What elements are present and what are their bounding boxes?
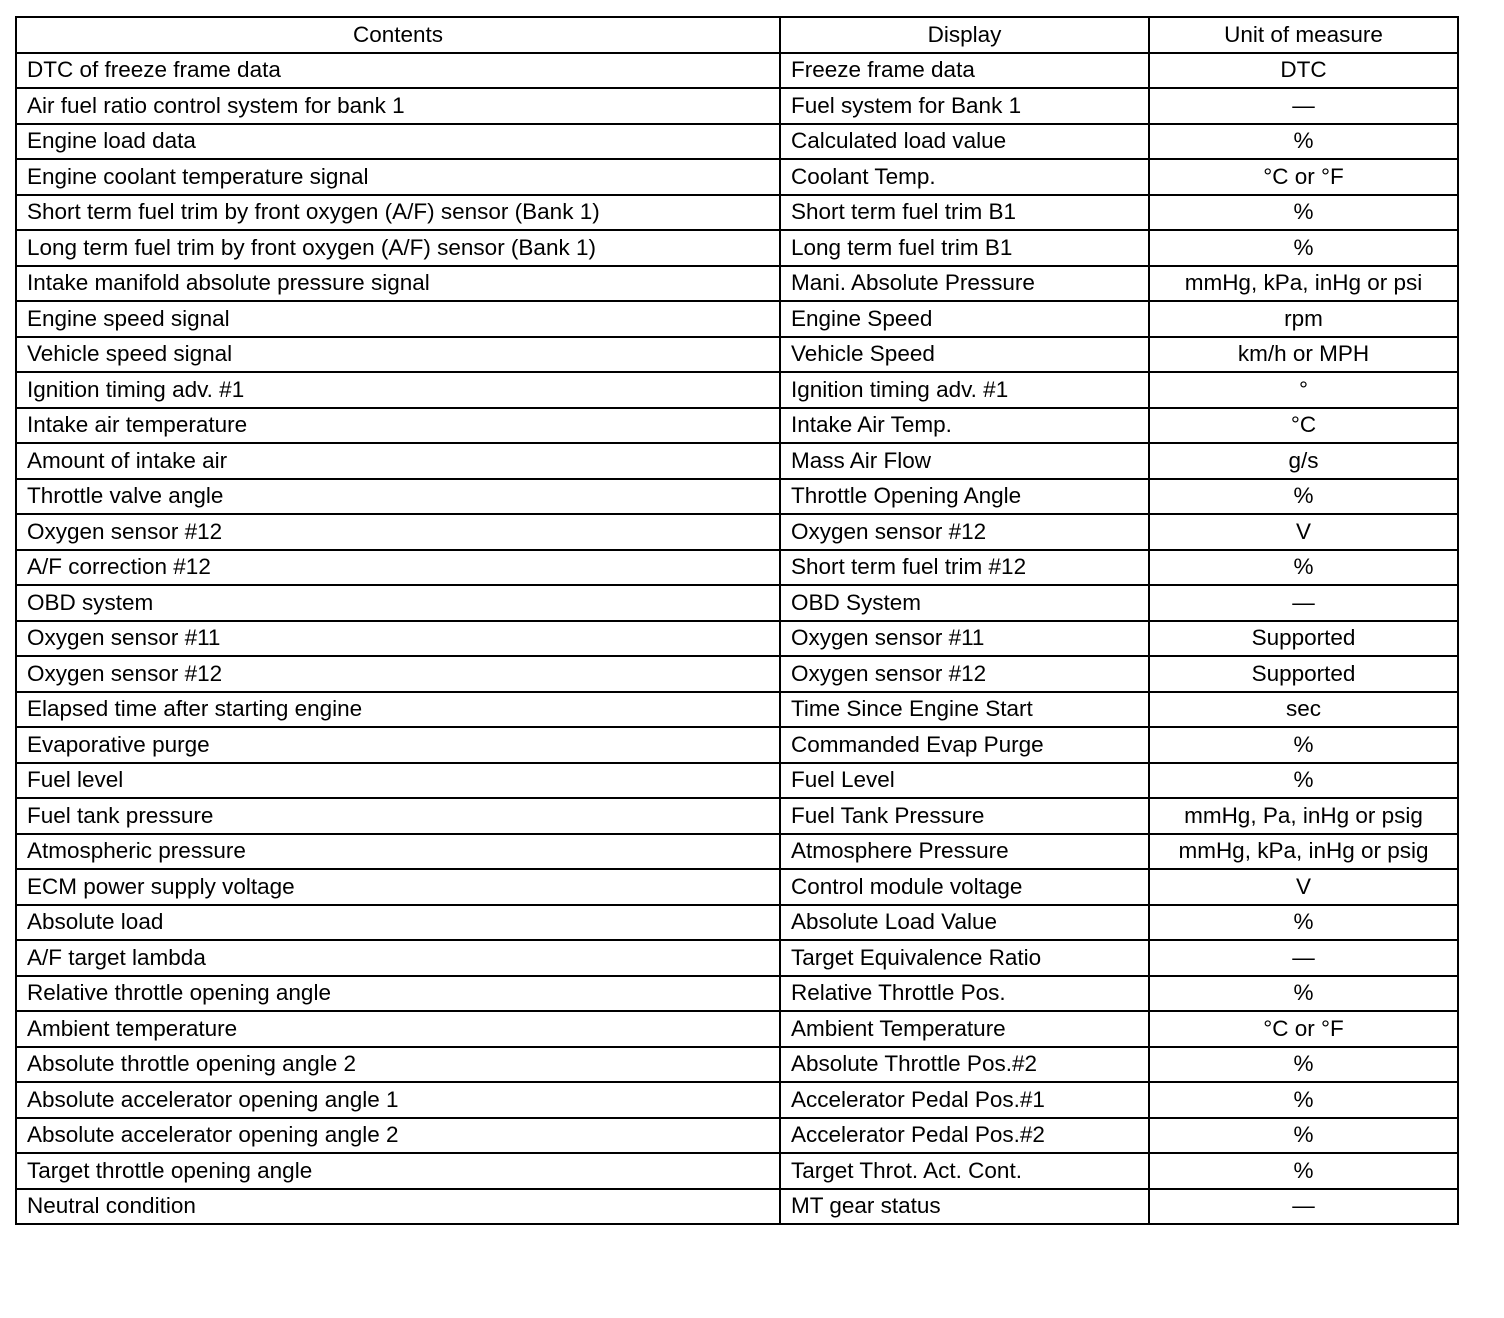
cell-display: Fuel system for Bank 1	[780, 88, 1149, 124]
cell-display: Oxygen sensor #12	[780, 514, 1149, 550]
table-row	[16, 372, 1458, 408]
table-row	[16, 798, 1458, 834]
header-unit-of-measure: Unit of measure	[1149, 17, 1458, 53]
table-row	[16, 159, 1458, 195]
table-row	[16, 230, 1458, 266]
cell-display: Commanded Evap Purge	[780, 727, 1149, 763]
cell-contents: Absolute throttle opening angle 2	[16, 1047, 780, 1083]
table-row	[16, 656, 1458, 692]
cell-display: Accelerator Pedal Pos.#2	[780, 1118, 1149, 1154]
cell-display: Accelerator Pedal Pos.#1	[780, 1082, 1149, 1118]
table-header-row	[16, 17, 1458, 53]
cell-unit: Supported	[1149, 656, 1458, 692]
cell-contents: Intake manifold absolute pressure signal	[16, 266, 780, 302]
table-row	[16, 869, 1458, 905]
cell-display: Relative Throttle Pos.	[780, 976, 1149, 1012]
cell-contents: Short term fuel trim by front oxygen (A/F) sensor (Bank 1)	[16, 195, 780, 231]
cell-display: Ignition timing adv. #1	[780, 372, 1149, 408]
cell-display: Freeze frame data	[780, 53, 1149, 89]
cell-contents: Oxygen sensor #12	[16, 514, 780, 550]
cell-display: Target Throt. Act. Cont.	[780, 1153, 1149, 1189]
cell-unit: —	[1149, 88, 1458, 124]
cell-unit: DTC	[1149, 53, 1458, 89]
cell-display: Mani. Absolute Pressure	[780, 266, 1149, 302]
cell-display: Short term fuel trim #12	[780, 550, 1149, 586]
cell-display: Control module voltage	[780, 869, 1149, 905]
cell-contents: Atmospheric pressure	[16, 834, 780, 870]
cell-unit: g/s	[1149, 443, 1458, 479]
cell-unit: °C	[1149, 408, 1458, 444]
table-row	[16, 1082, 1458, 1118]
table-body	[16, 53, 1458, 1225]
cell-contents: Absolute load	[16, 905, 780, 941]
cell-unit: mmHg, Pa, inHg or psig	[1149, 798, 1458, 834]
table-row	[16, 550, 1458, 586]
table-row	[16, 88, 1458, 124]
cell-contents: Long term fuel trim by front oxygen (A/F) sensor (Bank 1)	[16, 230, 780, 266]
table-row	[16, 940, 1458, 976]
table-row	[16, 976, 1458, 1012]
cell-contents: Fuel tank pressure	[16, 798, 780, 834]
table-row	[16, 692, 1458, 728]
cell-display: Calculated load value	[780, 124, 1149, 160]
cell-contents: Oxygen sensor #12	[16, 656, 780, 692]
cell-contents: DTC of freeze frame data	[16, 53, 780, 89]
cell-unit: °C or °F	[1149, 159, 1458, 195]
cell-contents: Vehicle speed signal	[16, 337, 780, 373]
table-row	[16, 1047, 1458, 1083]
cell-contents: Elapsed time after starting engine	[16, 692, 780, 728]
cell-display: Oxygen sensor #11	[780, 621, 1149, 657]
cell-contents: OBD system	[16, 585, 780, 621]
cell-unit: rpm	[1149, 301, 1458, 337]
table-row	[16, 514, 1458, 550]
cell-unit: km/h or MPH	[1149, 337, 1458, 373]
table-row	[16, 834, 1458, 870]
table-row	[16, 195, 1458, 231]
header-display: Display	[780, 17, 1149, 53]
cell-display: Fuel Tank Pressure	[780, 798, 1149, 834]
cell-unit: V	[1149, 514, 1458, 550]
table-row	[16, 443, 1458, 479]
cell-unit: %	[1149, 1118, 1458, 1154]
cell-unit: %	[1149, 230, 1458, 266]
cell-contents: Relative throttle opening angle	[16, 976, 780, 1012]
cell-unit: %	[1149, 124, 1458, 160]
cell-contents: Engine coolant temperature signal	[16, 159, 780, 195]
cell-unit: %	[1149, 727, 1458, 763]
cell-unit: %	[1149, 1153, 1458, 1189]
table-row	[16, 1118, 1458, 1154]
cell-contents: Target throttle opening angle	[16, 1153, 780, 1189]
cell-unit: %	[1149, 479, 1458, 515]
cell-contents: Engine load data	[16, 124, 780, 160]
cell-unit: %	[1149, 550, 1458, 586]
cell-display: Oxygen sensor #12	[780, 656, 1149, 692]
cell-display: Fuel Level	[780, 763, 1149, 799]
cell-contents: Throttle valve angle	[16, 479, 780, 515]
cell-contents: Absolute accelerator opening angle 1	[16, 1082, 780, 1118]
freeze-frame-table	[15, 16, 1459, 1225]
cell-display: Absolute Load Value	[780, 905, 1149, 941]
table-row	[16, 727, 1458, 763]
cell-contents: Evaporative purge	[16, 727, 780, 763]
cell-contents: Absolute accelerator opening angle 2	[16, 1118, 780, 1154]
cell-contents: Ambient temperature	[16, 1011, 780, 1047]
cell-display: Throttle Opening Angle	[780, 479, 1149, 515]
cell-contents: Fuel level	[16, 763, 780, 799]
cell-display: Absolute Throttle Pos.#2	[780, 1047, 1149, 1083]
cell-unit: %	[1149, 1047, 1458, 1083]
cell-display: Engine Speed	[780, 301, 1149, 337]
cell-display: Atmosphere Pressure	[780, 834, 1149, 870]
cell-unit: V	[1149, 869, 1458, 905]
table-row	[16, 301, 1458, 337]
cell-display: Vehicle Speed	[780, 337, 1149, 373]
cell-unit: %	[1149, 195, 1458, 231]
table-row	[16, 585, 1458, 621]
cell-display: OBD System	[780, 585, 1149, 621]
table-row	[16, 763, 1458, 799]
cell-display: Short term fuel trim B1	[780, 195, 1149, 231]
cell-unit: %	[1149, 763, 1458, 799]
cell-unit: —	[1149, 940, 1458, 976]
table-row	[16, 1011, 1458, 1047]
cell-contents: Engine speed signal	[16, 301, 780, 337]
cell-unit: mmHg, kPa, inHg or psi	[1149, 266, 1458, 302]
table-row	[16, 124, 1458, 160]
cell-display: Target Equivalence Ratio	[780, 940, 1149, 976]
table-row	[16, 1189, 1458, 1225]
table-row	[16, 53, 1458, 89]
cell-contents: ECM power supply voltage	[16, 869, 780, 905]
cell-contents: Intake air temperature	[16, 408, 780, 444]
cell-display: Coolant Temp.	[780, 159, 1149, 195]
table-row	[16, 479, 1458, 515]
cell-unit: sec	[1149, 692, 1458, 728]
cell-display: Mass Air Flow	[780, 443, 1149, 479]
cell-contents: Amount of intake air	[16, 443, 780, 479]
cell-unit: —	[1149, 585, 1458, 621]
cell-unit: mmHg, kPa, inHg or psig	[1149, 834, 1458, 870]
table-row	[16, 905, 1458, 941]
cell-unit: Supported	[1149, 621, 1458, 657]
cell-contents: A/F correction #12	[16, 550, 780, 586]
cell-display: MT gear status	[780, 1189, 1149, 1225]
cell-contents: Air fuel ratio control system for bank 1	[16, 88, 780, 124]
cell-display: Ambient Temperature	[780, 1011, 1149, 1047]
table-row	[16, 337, 1458, 373]
cell-display: Time Since Engine Start	[780, 692, 1149, 728]
cell-unit: %	[1149, 976, 1458, 1012]
cell-unit: °C or °F	[1149, 1011, 1458, 1047]
cell-contents: A/F target lambda	[16, 940, 780, 976]
table-row	[16, 1153, 1458, 1189]
cell-display: Long term fuel trim B1	[780, 230, 1149, 266]
header-contents: Contents	[16, 17, 780, 53]
cell-unit: %	[1149, 1082, 1458, 1118]
table-row	[16, 408, 1458, 444]
cell-contents: Neutral condition	[16, 1189, 780, 1225]
table-row	[16, 621, 1458, 657]
cell-unit: °	[1149, 372, 1458, 408]
cell-unit: %	[1149, 905, 1458, 941]
cell-contents: Ignition timing adv. #1	[16, 372, 780, 408]
cell-contents: Oxygen sensor #11	[16, 621, 780, 657]
table-row	[16, 266, 1458, 302]
cell-display: Intake Air Temp.	[780, 408, 1149, 444]
cell-unit: —	[1149, 1189, 1458, 1225]
